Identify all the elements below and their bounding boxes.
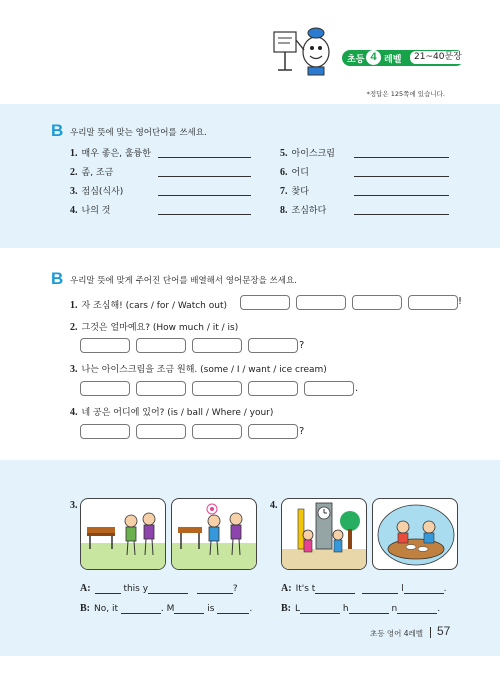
header-area — [0, 0, 500, 100]
q3-number: 3. — [70, 500, 78, 511]
word-box[interactable] — [248, 338, 298, 353]
level-number: 4 — [366, 50, 381, 65]
answer-line[interactable] — [354, 214, 449, 215]
level-prefix: 초등 — [347, 55, 365, 65]
list-item: 7. 찾다 — [280, 186, 309, 197]
answer-blank[interactable] — [300, 603, 340, 614]
section1-instruction: 우리말 뜻에 맞는 영어단어를 쓰세요. — [70, 128, 207, 138]
answer-line[interactable] — [354, 176, 449, 177]
answer-line[interactable] — [158, 176, 251, 177]
q4-number: 4. — [270, 500, 278, 511]
q4-picture-right — [372, 498, 458, 570]
word-box[interactable] — [304, 381, 354, 396]
word-box[interactable] — [192, 381, 242, 396]
q4-dialog-a: A: It's t l . — [281, 583, 447, 594]
section1-letter: B — [51, 121, 64, 140]
q3-dialog-b: B: No, it . M is . — [80, 603, 253, 614]
list-item: 4. 네 공은 어디에 있어? (is / ball / Where / your) — [70, 407, 274, 418]
word-box[interactable] — [248, 424, 298, 439]
answer-line[interactable] — [354, 195, 449, 196]
list-item: 2. 그것은 얼마예요? (How much / it / is) — [70, 322, 239, 333]
footer-label: 초등 영어 4레벨 — [370, 629, 424, 638]
level-range: 21~40문장 — [410, 51, 466, 64]
word-box[interactable] — [136, 424, 186, 439]
word-box[interactable] — [248, 381, 298, 396]
list-item: 8. 조심하다 — [280, 205, 327, 216]
word-box[interactable] — [408, 295, 458, 310]
word-box[interactable] — [296, 295, 346, 310]
word-box[interactable] — [80, 338, 130, 353]
park-scene-illustration — [81, 499, 166, 570]
end-punct: . — [355, 383, 359, 394]
answer-blank[interactable] — [95, 583, 121, 594]
answer-note: *정답은 125쪽에 있습니다. — [366, 90, 445, 98]
q3-dialog-a: A: this y ? — [80, 583, 238, 594]
word-box[interactable] — [352, 295, 402, 310]
list-item: 3. 점심(식사) — [70, 186, 124, 197]
list-item: 1. 자 조심해! (cars / for / Watch out) — [70, 300, 227, 311]
word-box[interactable] — [136, 381, 186, 396]
answer-line[interactable] — [158, 214, 251, 215]
answer-blank[interactable] — [121, 603, 161, 614]
word-box[interactable] — [80, 381, 130, 396]
q4-picture-left — [281, 498, 367, 570]
footer-divider — [430, 627, 431, 638]
section2-instruction: 우리말 뜻에 맞게 주어진 단어를 배열해서 영어문장을 쓰세요. — [70, 276, 297, 286]
list-item: 5. 아이스크림 — [280, 148, 335, 159]
answer-line[interactable] — [158, 157, 251, 158]
q4-dialog-b: B: L h n . — [281, 603, 441, 614]
answer-blank[interactable] — [197, 583, 233, 594]
word-box[interactable] — [136, 338, 186, 353]
end-punct: ! — [458, 296, 463, 307]
list-item: 2. 좀, 조금 — [70, 167, 114, 178]
word-box[interactable] — [80, 424, 130, 439]
page-number: 57 — [437, 624, 451, 638]
clock-tower-illustration — [282, 499, 367, 570]
level-suffix: 레벨 — [384, 55, 402, 65]
list-item: 6. 어디 — [280, 167, 309, 178]
word-box[interactable] — [240, 295, 290, 310]
answer-blank[interactable] — [397, 603, 437, 614]
list-item: 4. 나의 것 — [70, 205, 111, 216]
section2-letter: B — [51, 269, 64, 288]
list-item: 3. 나는 아이스크림을 조금 원해. (some / I / want / ice cream) — [70, 364, 327, 375]
word-box[interactable] — [192, 424, 242, 439]
q3-picture-right — [171, 498, 257, 570]
answer-blank[interactable] — [174, 603, 204, 614]
answer-blank[interactable] — [315, 583, 355, 594]
list-item: 1. 매우 좋은, 훌륭한 — [70, 148, 151, 159]
answer-blank[interactable] — [362, 583, 398, 594]
answer-blank[interactable] — [349, 603, 389, 614]
mascot-icon — [268, 22, 340, 80]
word-box[interactable] — [192, 338, 242, 353]
answer-blank[interactable] — [217, 603, 249, 614]
answer-line[interactable] — [158, 195, 251, 196]
answer-blank[interactable] — [148, 583, 188, 594]
answer-blank[interactable] — [404, 583, 444, 594]
park-scene-illustration — [172, 499, 257, 570]
lunch-scene-illustration — [373, 499, 458, 570]
end-punct: ? — [299, 426, 305, 437]
end-punct: ? — [299, 340, 305, 351]
answer-line[interactable] — [354, 157, 449, 158]
q3-picture-left — [80, 498, 166, 570]
